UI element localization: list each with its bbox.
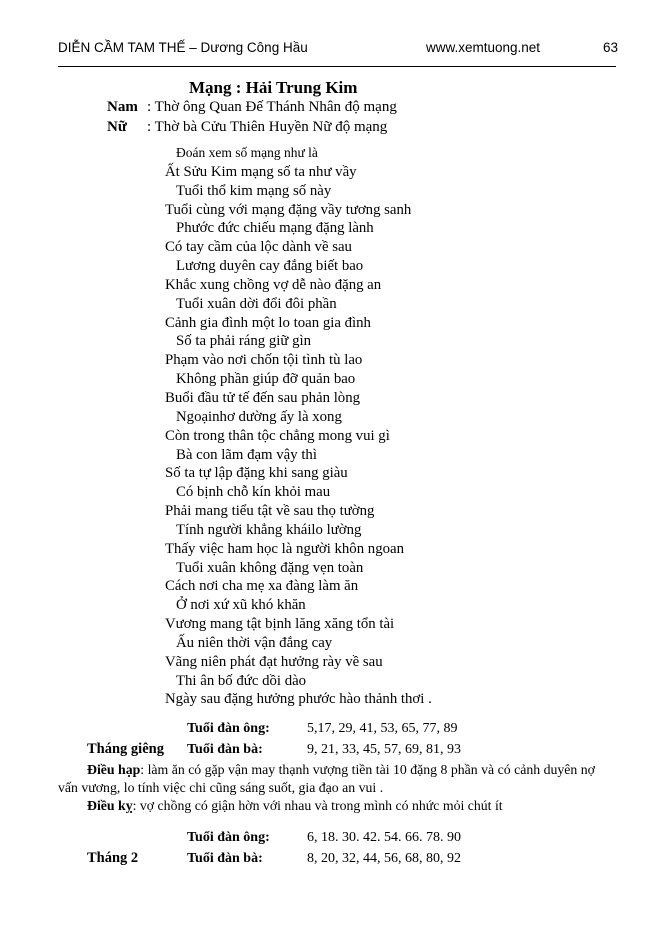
worship-nu-text: : Thờ bà Cửu Thiên Huyền Nữ độ mạng (147, 119, 388, 135)
poem-line: Bà con lãm đạm vậy thì (176, 446, 317, 463)
dieu-hap-label: Điều hạp (87, 762, 141, 777)
poem-line: Có bịnh chỗ kín khỏi mau (176, 484, 331, 501)
month2-name: Tháng 2 (87, 850, 139, 866)
poem-line: Số ta tự lập đặng khi sang giàu (165, 465, 348, 482)
poem-line: Tính người khẳng kháilo lường (176, 521, 362, 538)
month2-women-row (187, 851, 461, 867)
poem-line: Lương duyên cay đắng biết bao (176, 258, 364, 275)
page-title: Mạng : Hải Trung Kim (189, 78, 358, 97)
poem-line: Buổi đầu tử tế đến sau phản lòng (165, 389, 361, 406)
poem-line: Vãng niên phát đạt hưởng rày về sau (165, 653, 383, 670)
month1-men-row (187, 721, 458, 737)
month1-dieu-hap (58, 761, 614, 797)
poem-line: Ấu niên thời vận đắng cay (176, 634, 333, 651)
poem-line: Tuổi thổ kim mạng số này (176, 182, 332, 199)
poem-line: Còn trong thân tộc chẳng mong vui gì (165, 427, 390, 444)
worship-nu (107, 119, 387, 136)
poem-line: Số ta phải ráng giữ gìn (176, 333, 312, 350)
poem-line: Phải mang tiểu tật về sau thọ tường (165, 503, 375, 520)
month1-name: Tháng giêng (87, 741, 164, 757)
poem (165, 144, 432, 709)
dieu-ky-text: : vợ chồng có giận hờn với nhau và trong mình có nhức mỏi chút ít (132, 798, 503, 813)
poem-line: Phước đức chiếu mạng đặng lành (176, 220, 374, 237)
worship-nu-label: Nữ (107, 119, 127, 135)
men-ages-label: Tuổi đàn ông: (187, 721, 270, 736)
women-ages: 9, 21, 33, 45, 57, 69, 81, 93 (307, 742, 461, 757)
poem-line: Phạm vào nơi chốn tội tình tù lao (165, 352, 363, 369)
header-website: www.xemtuong.net (426, 40, 541, 55)
poem-line: Cách nơi cha mẹ xa đàng làm ăn (165, 578, 359, 595)
poem-line: Tuổi xuân dời đổi đôi phần (176, 295, 337, 312)
women-ages-label: Tuổi đàn bà: (187, 851, 263, 866)
page-header (58, 40, 618, 60)
women-ages: 8, 20, 32, 44, 56, 68, 80, 92 (307, 851, 461, 866)
page-number: 63 (602, 40, 618, 55)
worship-nam-label: Nam (107, 99, 138, 115)
dieu-ky-label: Điều kỵ (87, 798, 133, 813)
header-rule (58, 66, 616, 67)
men-ages: 6, 18. 30. 42. 54. 66. 78. 90 (307, 830, 461, 845)
poem-line: Thi ân bố đức dồi dào (176, 672, 307, 689)
poem-line: Cảnh gia đình một lo toan gia đình (165, 314, 371, 331)
men-ages-label: Tuổi đàn ông: (187, 830, 270, 845)
month1-dieu-ky (58, 797, 614, 815)
poem-line: Thấy việc ham học là người khôn ngoan (165, 540, 404, 557)
poem-line: Không phần giúp đỡ quản bao (176, 371, 356, 388)
poem-line: Vương mang tật bịnh lăng xăng tổn tài (165, 616, 395, 633)
poem-line: Tuổi xuân không đặng vẹn toàn (176, 559, 364, 576)
poem-line: Khắc xung chồng vợ dễ nào đặng an (165, 276, 382, 293)
month2-men-row (187, 830, 461, 846)
header-book-title: DIỄN CẦM TAM THẾ – Dương Công Hầu (58, 40, 308, 55)
poem-line: Ngày sau đặng hưởng phước hào thảnh thơi . (165, 691, 432, 708)
worship-nam-text: : Thờ ông Quan Đế Thánh Nhân độ mạng (147, 99, 397, 115)
men-ages: 5,17, 29, 41, 53, 65, 77, 89 (307, 721, 458, 736)
women-ages-label: Tuổi đàn bà: (187, 742, 263, 757)
poem-line: Đoán xem số mạng như là (176, 145, 318, 160)
poem-line: Ngoạinhơ dường ấy là xong (176, 408, 342, 425)
poem-line: Tuổi cùng với mạng đặng vầy tương sanh (165, 201, 412, 218)
month1-women-row (187, 742, 461, 758)
worship-nam (107, 99, 397, 116)
poem-line: Có tay cầm của lộc dành về sau (165, 239, 352, 256)
dieu-hap-text: : làm ăn có gặp vận may thạnh vượng tiền tài 10 đặng 8 phần và có cảnh duyên nợ vấn vương, lo tính việc chi cũng sáng suốt, gia đạo an vui . (58, 762, 595, 795)
poem-line: Ở nơi xứ xũ khó khăn (176, 597, 306, 614)
poem-line: Ất Sửu Kim mạng số ta như vầy (165, 163, 357, 180)
